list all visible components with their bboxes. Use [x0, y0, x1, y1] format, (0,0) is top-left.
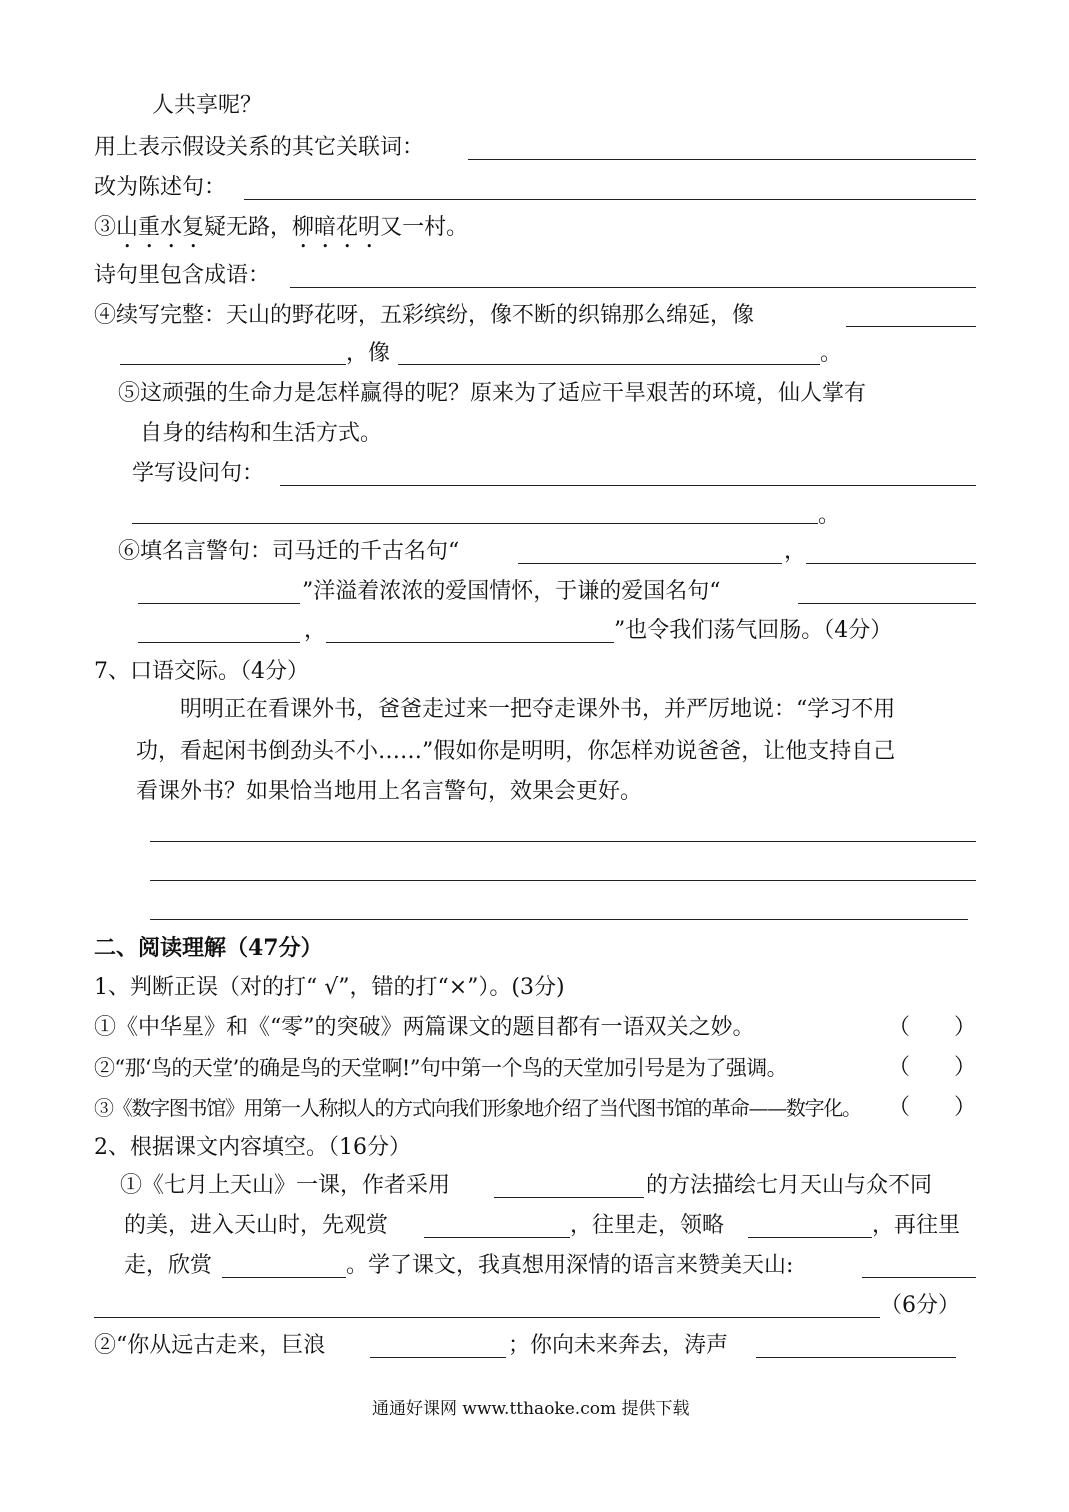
- answer-blank[interactable]: [150, 880, 976, 881]
- answer-parens[interactable]: （ ）: [888, 1095, 977, 1120]
- answer-blank[interactable]: [150, 841, 976, 842]
- judgment-item: ①《中华星》和《“零”的突破》两篇课文的题目都有一语双关之妙。: [94, 1015, 755, 1040]
- text-line: 用上表示假设关系的其它关联词：: [94, 135, 425, 160]
- section-title: 二、阅读理解（47分）: [94, 935, 323, 961]
- answer-blank[interactable]: [150, 919, 968, 920]
- text-line: ⑤这顽强的生命力是怎样赢得的呢？原来为了适应干旱艰苦的环境，仙人掌有: [118, 381, 867, 406]
- text-line: ④续写完整：天山的野花呀，五彩缤纷，像不断的织锦那么绵延，像: [94, 303, 755, 328]
- answer-blank[interactable]: [748, 1237, 872, 1238]
- text-line: ”也令我们荡气回肠。（4分）: [614, 618, 893, 643]
- text-line: 学写设问句：: [132, 461, 265, 486]
- text-line: ，: [304, 618, 327, 643]
- judgment-item: ②“那‘鸟的天堂’的确是鸟的天堂啊!”句中第一个鸟的天堂加引号是为了强调。: [94, 1056, 788, 1080]
- answer-blank[interactable]: [846, 326, 976, 327]
- answer-blank[interactable]: [120, 364, 346, 365]
- dotted-idiom: 山重水复: [116, 215, 205, 240]
- answer-blank[interactable]: [244, 199, 976, 200]
- poem-line: [94, 214, 468, 253]
- poem-prefix: ③: [94, 215, 117, 240]
- answer-blank[interactable]: [138, 642, 300, 643]
- text-line: ”洋溢着浓浓的爱国情怀，于谦的爱国名句“: [302, 579, 721, 604]
- score-note: （6分）: [880, 1293, 960, 1318]
- answer-blank[interactable]: [756, 1357, 956, 1358]
- poem-suffix: 又一村。: [380, 215, 469, 240]
- text-line: 自身的结构和生活方式。: [140, 421, 383, 446]
- judgment-item: ③《数字图书馆》用第一人称拟人的方式向我们形象地介绍了当代图书馆的革命——数字化。: [94, 1096, 861, 1120]
- text-line: 的美，进入天山时，先观赏: [124, 1213, 389, 1238]
- text-line: 改为陈述句：: [94, 175, 227, 200]
- answer-parens[interactable]: （ ）: [888, 1055, 977, 1080]
- dotted-idiom: 柳暗花明: [292, 215, 381, 240]
- text-line: ，往里走，领略: [570, 1213, 725, 1238]
- section-heading: 7、口语交际。（4分）: [94, 659, 309, 684]
- text-line: ，像: [346, 341, 391, 366]
- text-line: 功，看起闲书倒劲头不小……”假如你是明明，你怎样劝说爸爸，让他支持自己: [136, 739, 896, 764]
- text-line: 诗句里包含成语：: [94, 263, 271, 288]
- answer-blank[interactable]: [468, 159, 976, 160]
- answer-blank[interactable]: [94, 1317, 880, 1318]
- text-line: ；你向未来奔去，涛声: [508, 1333, 729, 1358]
- text-line: 看课外书？如果恰当地用上名言警句，效果会更好。: [136, 779, 643, 804]
- answer-blank[interactable]: [798, 603, 976, 604]
- answer-blank[interactable]: [326, 642, 614, 643]
- text-line: ⑥填名言警句：司马迁的千古名句“: [118, 539, 460, 564]
- text-line: ①《七月上天山》一课，作者采用: [120, 1173, 451, 1198]
- poem-mid: 疑无路，: [204, 215, 293, 240]
- text-line: 明明正在看课外书，爸爸走过来一把夺走课外书，并严厉地说：“学习不用: [180, 697, 896, 722]
- text-line: 的方法描绘七月天山与众不同: [646, 1173, 933, 1198]
- answer-blank[interactable]: [494, 1197, 644, 1198]
- answer-blank[interactable]: [424, 1237, 570, 1238]
- answer-blank[interactable]: [398, 364, 820, 365]
- question-heading: 1、判断正误（对的打“ √”，错的打“×”）。(3分): [94, 975, 565, 1000]
- question-heading: 2、根据课文内容填空。（16分）: [94, 1135, 411, 1160]
- answer-blank[interactable]: [280, 485, 976, 486]
- answer-blank[interactable]: [290, 287, 976, 288]
- text-line: 。学了课文，我真想用深情的语言来赞美天山:: [346, 1253, 794, 1278]
- answer-blank[interactable]: [132, 523, 818, 524]
- answer-blank[interactable]: [222, 1277, 346, 1278]
- answer-parens[interactable]: （ ）: [888, 1015, 977, 1040]
- answer-blank[interactable]: [806, 563, 976, 564]
- text-line: 。: [818, 503, 841, 528]
- text-line: 走，欣赏: [124, 1253, 213, 1278]
- answer-blank[interactable]: [518, 563, 782, 564]
- answer-blank[interactable]: [862, 1277, 976, 1278]
- text-line: ，: [784, 539, 807, 564]
- text-line: 人共享呢？: [152, 93, 263, 118]
- page-footer: 通通好课网 www.tthaoke.com 提供下载: [372, 1399, 690, 1419]
- answer-blank[interactable]: [138, 603, 300, 604]
- answer-blank[interactable]: [370, 1357, 506, 1358]
- text-line: 。: [820, 341, 843, 366]
- text-line: ②“你从远古走来，巨浪: [94, 1333, 326, 1358]
- text-line: ，再往里: [872, 1213, 961, 1238]
